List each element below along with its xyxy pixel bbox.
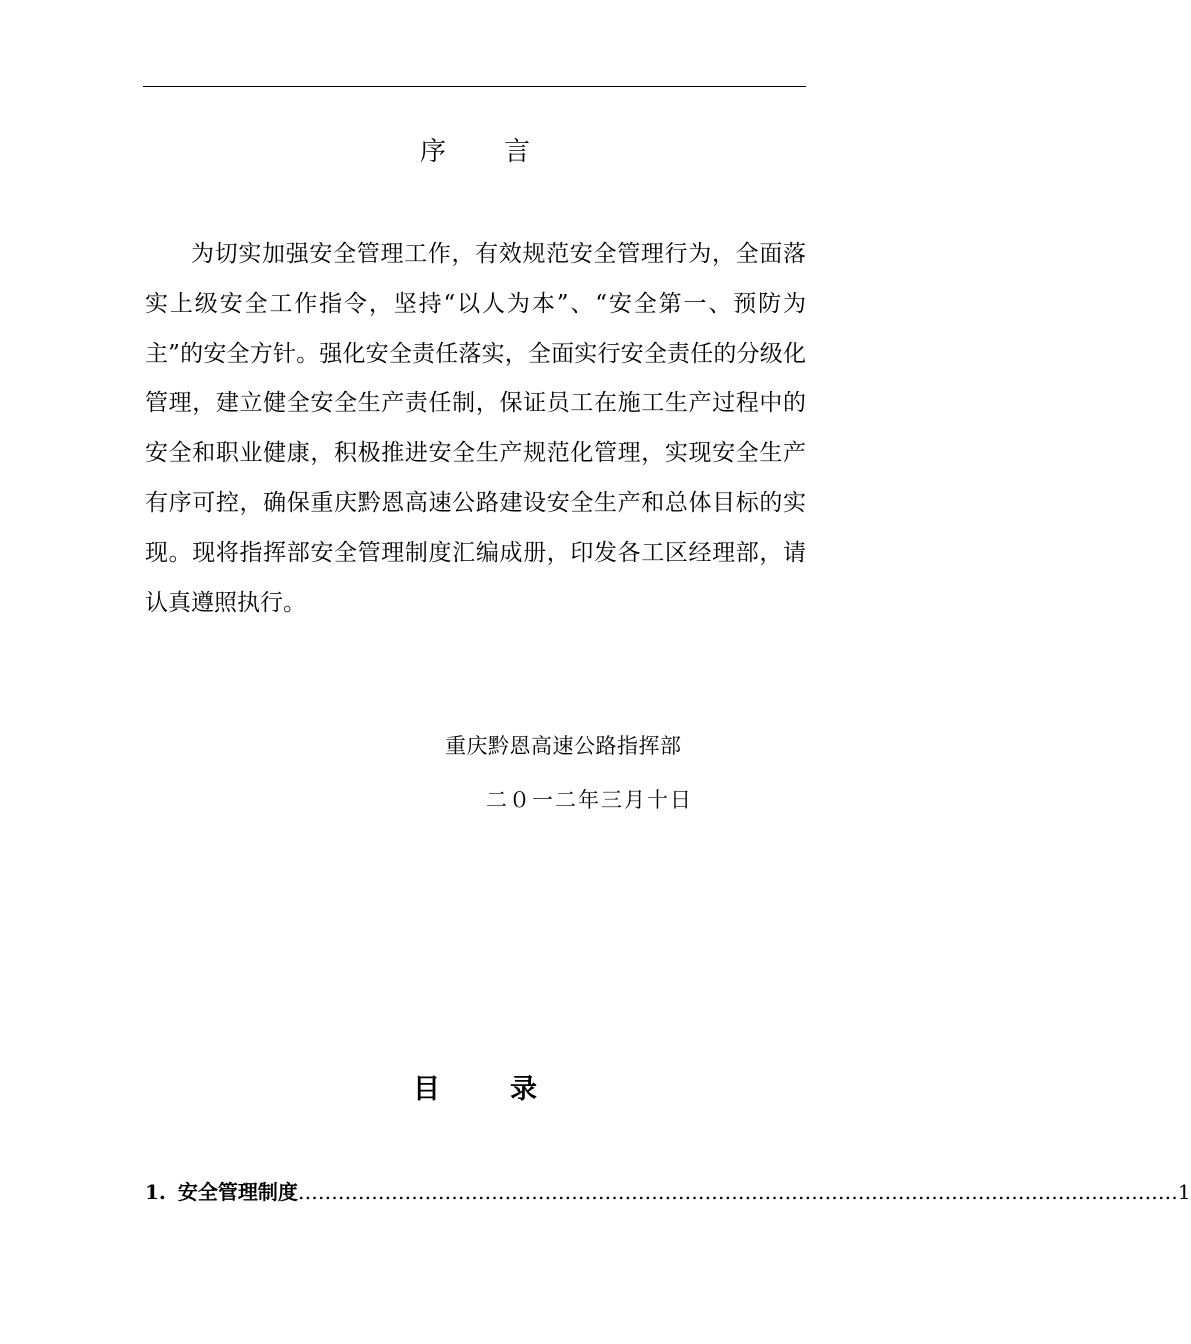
toc-entry-title: 安全管理制度 bbox=[177, 1180, 298, 1204]
toc-title: 目录 bbox=[413, 1074, 607, 1105]
preface-paragraph: 为切实加强安全管理工作，有效规范安全管理行为，全面落实上级安全工作指令，坚持“以人为本”、“安全第一、预防为主”的安全方针。强化安全责任落实，全面实行安全责任的分级化管理，建立健全安全生产责任制，保证员工在施工生产过程中的安全和职业健康，积极推进安全生产规范化管理，实现安全生产有序可控，确保重庆黔恩高速公路建设安全生产和总体目标的实现。现将指挥部安全管理制度汇编成册，印发各工区经理部，请认真遵照执行。 bbox=[145, 241, 806, 616]
preface-title: 序言 bbox=[419, 137, 588, 167]
toc-entry-page: 1 bbox=[1177, 1180, 1191, 1204]
toc-dot-leader: …………………………………………………………………………………………………………………… bbox=[297, 1180, 1178, 1204]
header-rule bbox=[143, 86, 806, 87]
toc-entry-number: 1. bbox=[145, 1180, 166, 1204]
signature-organization: 重庆黔恩高速公路指挥部 bbox=[445, 734, 682, 758]
toc-entry[interactable] bbox=[145, 1176, 1191, 1208]
signature-date: 二０一二年三月十日 bbox=[486, 788, 693, 812]
